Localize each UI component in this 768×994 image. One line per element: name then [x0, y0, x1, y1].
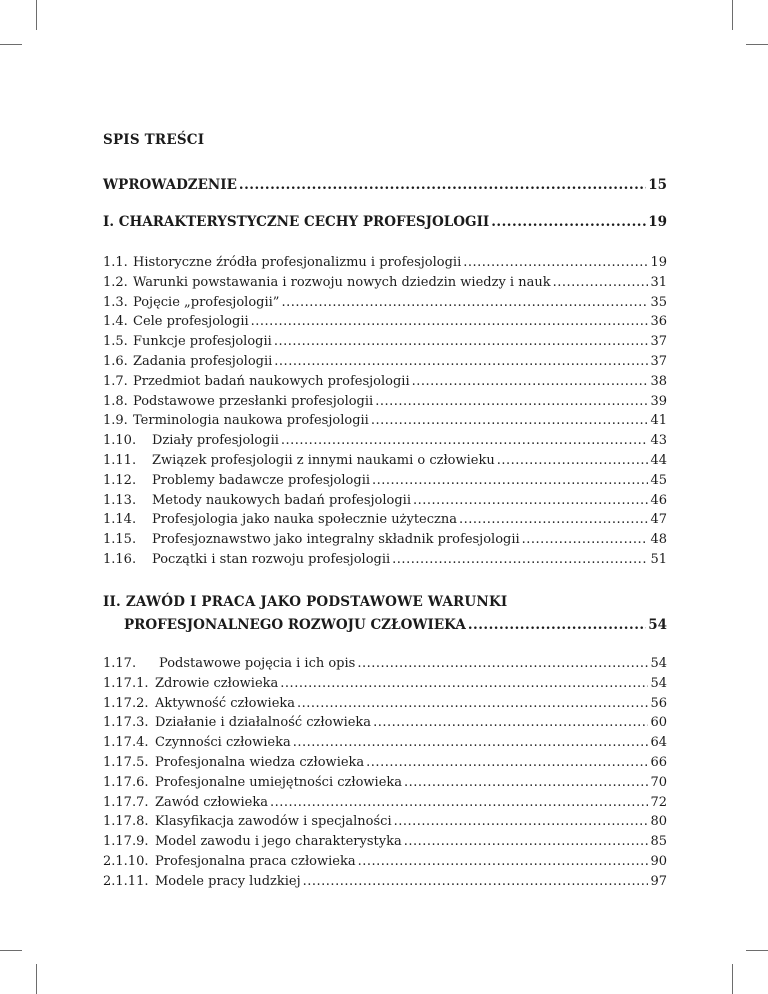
- entry-title: Historyczne źródła profesjonalizmu i profesjologii: [133, 255, 462, 270]
- leader-dots: [459, 512, 648, 527]
- toc-entry[interactable]: [103, 548, 667, 567]
- crop-mark-bottom-right-h: [746, 950, 768, 951]
- entry-number: 1.17.5.: [103, 755, 149, 770]
- leader-dots: [404, 775, 648, 790]
- leader-dots: [358, 854, 649, 869]
- entry-title: Metody naukowych badań profesjologii: [152, 492, 411, 508]
- toc-entry[interactable]: [103, 692, 667, 711]
- entry-number: 1.10.: [103, 433, 137, 449]
- entry-page: 54: [650, 675, 667, 691]
- toc-entry[interactable]: [103, 528, 667, 547]
- entry-title: Profesjonalna wiedza człowieka: [155, 755, 365, 770]
- toc-entry[interactable]: [103, 409, 667, 428]
- entry-title: Podstawowe przesłanki profesjologii: [133, 393, 374, 409]
- entry-title: Problemy badawcze profesjologii: [152, 472, 371, 488]
- entry-page: 90: [650, 854, 667, 869]
- entry-title: Pojęcie „profesjologii”: [133, 294, 280, 310]
- leader-dots: [412, 374, 649, 389]
- entry-page: 41: [650, 413, 667, 429]
- toc-entry[interactable]: [103, 672, 667, 691]
- toc-chapter-intro[interactable]: [103, 174, 667, 193]
- toc-entry[interactable]: [103, 771, 667, 790]
- entry-page: 54: [650, 656, 667, 671]
- leader-dots: [413, 493, 648, 508]
- chapter-page: 19: [648, 214, 667, 230]
- crop-mark-bottom-right-v: [732, 964, 733, 994]
- entry-number: 1.6.: [103, 354, 128, 369]
- entry-title: Profesjonalne umiejętności człowieka: [155, 774, 403, 790]
- entry-number: 1.12.: [103, 472, 137, 488]
- entry-title: Cele profesjologii: [133, 314, 249, 330]
- entry-number: 1.15.: [103, 532, 137, 548]
- entry-number: 1.17.4.: [103, 735, 149, 751]
- entry-page: 39: [650, 393, 667, 409]
- toc-entry[interactable]: [103, 850, 667, 869]
- entry-title: Zdrowie człowieka: [155, 675, 279, 691]
- leader-dots: [293, 735, 649, 750]
- entry-title: Warunki powstawania i rozwoju nowych dziedzin wiedzy i nauk: [133, 274, 551, 290]
- leader-dots: [251, 314, 649, 329]
- entry-number: 1.14.: [103, 512, 137, 528]
- chapter-page: 15: [648, 177, 667, 193]
- entry-page: 46: [650, 492, 667, 508]
- crop-mark-bottom-left-v: [36, 964, 37, 994]
- entry-number: 1.17.9.: [103, 834, 149, 850]
- entry-page: 37: [650, 334, 667, 350]
- toc-entry[interactable]: [103, 449, 667, 468]
- entry-page: 66: [650, 755, 667, 770]
- toc-entry[interactable]: [103, 330, 667, 349]
- entry-number: 1.11.: [103, 453, 137, 468]
- toc-entry[interactable]: [103, 751, 667, 770]
- entry-number: 1.4.: [103, 314, 128, 330]
- toc-heading: SPIS TREŚCI: [103, 132, 205, 148]
- entry-page: 64: [650, 735, 667, 751]
- entry-number: 1.17.6.: [103, 774, 149, 790]
- crop-mark-top-left-v: [36, 0, 37, 30]
- crop-mark-top-left-h: [0, 44, 22, 45]
- entry-page: 35: [650, 294, 667, 310]
- entry-title: Związek profesjologii z innymi naukami o człowieku: [152, 453, 495, 468]
- entry-title: Zadania profesjologii: [133, 354, 273, 369]
- entry-page: 44: [650, 453, 667, 468]
- entry-title: Klasyfikacja zawodów i specjalności: [155, 814, 392, 830]
- leader-dots: [375, 394, 648, 409]
- entry-title: Funkcje profesjologii: [133, 334, 272, 350]
- toc-entry[interactable]: [103, 508, 667, 527]
- entry-title: Terminologia naukowa profesjologii: [133, 413, 369, 429]
- toc-chapter-2[interactable]: [103, 614, 667, 633]
- entry-number: 1.17.7.: [103, 794, 149, 810]
- entry-title: Zawód człowieka: [155, 794, 268, 810]
- toc-entry[interactable]: [103, 291, 667, 310]
- toc-entry[interactable]: [103, 251, 667, 270]
- entry-number: 1.8.: [103, 393, 128, 409]
- toc-entry[interactable]: [103, 711, 667, 730]
- entry-title: Działanie i działalność człowieka: [155, 715, 372, 731]
- leader-dots: [463, 255, 648, 270]
- entry-number: 1.2.: [103, 274, 128, 290]
- entry-page: 43: [650, 433, 667, 449]
- chapter-page: 54: [648, 617, 667, 633]
- toc-entry[interactable]: [103, 830, 667, 849]
- entry-number: 1.17.1.: [103, 675, 149, 691]
- toc-entry[interactable]: [103, 429, 667, 448]
- entry-title: Przedmiot badań naukowych profesjologii: [133, 373, 410, 389]
- toc-entry[interactable]: [103, 469, 667, 488]
- toc-entry[interactable]: [103, 731, 667, 750]
- toc-entry[interactable]: [103, 271, 667, 290]
- leader-dots: [373, 715, 648, 730]
- leader-dots: [280, 676, 648, 691]
- crop-mark-top-right-h: [746, 44, 768, 45]
- entry-title: Modele pracy ludzkiej: [155, 873, 301, 889]
- leader-dots: [281, 433, 649, 448]
- entry-page: 80: [650, 814, 667, 830]
- entry-title: Działy profesjologii: [152, 433, 279, 449]
- leader-dots: [553, 275, 649, 290]
- leader-dots: [372, 473, 648, 488]
- entry-page: 31: [650, 274, 667, 290]
- toc-entry[interactable]: [103, 791, 667, 810]
- entry-page: 36: [650, 314, 667, 330]
- entry-page: 70: [650, 774, 667, 790]
- leader-dots: [366, 755, 648, 770]
- leader-dots: [297, 696, 648, 711]
- leader-dots: [303, 874, 649, 889]
- leader-dots: [394, 814, 649, 829]
- entry-number: 2.1.11.: [103, 873, 149, 889]
- toc-entry[interactable]: [103, 870, 667, 889]
- chapter-title: PROFESJONALNEGO ROZWOJU CZŁOWIEKA: [124, 617, 466, 633]
- entry-number: 2.1.10.: [103, 854, 149, 869]
- entry-page: 72: [650, 794, 667, 810]
- entry-title: Czynności człowieka: [155, 735, 291, 751]
- entry-number: 1.1.: [103, 255, 128, 270]
- entry-title: Podstawowe pojęcia i ich opis: [159, 656, 356, 671]
- entry-page: 47: [650, 512, 667, 528]
- toc-chapter-2-line1[interactable]: II. ZAWÓD I PRACA JAKO PODSTAWOWE WARUNKI: [103, 594, 508, 610]
- entry-page: 97: [650, 873, 667, 889]
- leader-dots: [274, 334, 649, 349]
- toc-entry[interactable]: [103, 310, 667, 329]
- entry-page: 38: [650, 373, 667, 389]
- toc-entry[interactable]: [103, 810, 667, 829]
- entry-title: Profesjonalna praca człowieka: [155, 854, 356, 869]
- entry-page: 85: [650, 834, 667, 850]
- entry-number: 1.9.: [103, 413, 128, 429]
- entry-number: 1.17.2.: [103, 695, 149, 711]
- leader-dots: [357, 656, 648, 671]
- leader-dots: [404, 834, 649, 849]
- chapter-title: I. CHARAKTERYSTYCZNE CECHY PROFESJOLOGII: [103, 214, 490, 230]
- leader-dots: [281, 295, 648, 310]
- leader-dots: [392, 552, 648, 567]
- entry-number: 1.17.8.: [103, 814, 149, 830]
- toc-entry[interactable]: [103, 390, 667, 409]
- leader-dots: [497, 453, 649, 468]
- entry-title: Profesjoznawstwo jako integralny składnik profesjologii: [152, 532, 520, 548]
- entry-page: 60: [650, 715, 667, 731]
- toc-entry[interactable]: [103, 350, 667, 369]
- entry-page: 19: [650, 255, 667, 270]
- leader-dots: [239, 177, 646, 193]
- entry-title: Aktywność człowieka: [155, 695, 296, 711]
- toc-entry[interactable]: [103, 370, 667, 389]
- crop-mark-bottom-left-h: [0, 950, 22, 951]
- entry-number: 1.17.: [103, 656, 137, 671]
- entry-number: 1.16.: [103, 552, 137, 567]
- toc-chapter-1[interactable]: [103, 211, 667, 230]
- entry-number: 1.7.: [103, 373, 128, 389]
- entry-page: 45: [650, 472, 667, 488]
- leader-dots: [491, 214, 646, 230]
- entry-page: 56: [650, 695, 667, 711]
- entry-number: 1.13.: [103, 492, 137, 508]
- entry-page: 51: [650, 552, 667, 567]
- leader-dots: [371, 413, 649, 428]
- entry-number: 1.17.3.: [103, 715, 149, 731]
- chapter-title: WPROWADZENIE: [103, 177, 237, 193]
- entry-page: 37: [650, 354, 667, 369]
- entry-title: Początki i stan rozwoju profesjologii: [152, 552, 391, 567]
- leader-dots: [274, 354, 648, 369]
- entry-number: 1.3.: [103, 294, 128, 310]
- entry-number: 1.5.: [103, 334, 128, 350]
- entry-title: Profesjologia jako nauka społecznie użyteczna: [152, 512, 457, 528]
- leader-dots: [522, 532, 649, 547]
- entry-title: Model zawodu i jego charakterystyka: [155, 834, 402, 850]
- leader-dots: [270, 795, 648, 810]
- entry-page: 48: [650, 532, 667, 548]
- crop-mark-top-right-v: [732, 0, 733, 30]
- toc-entry[interactable]: [103, 489, 667, 508]
- toc-entry[interactable]: [103, 652, 667, 671]
- leader-dots: [468, 617, 646, 633]
